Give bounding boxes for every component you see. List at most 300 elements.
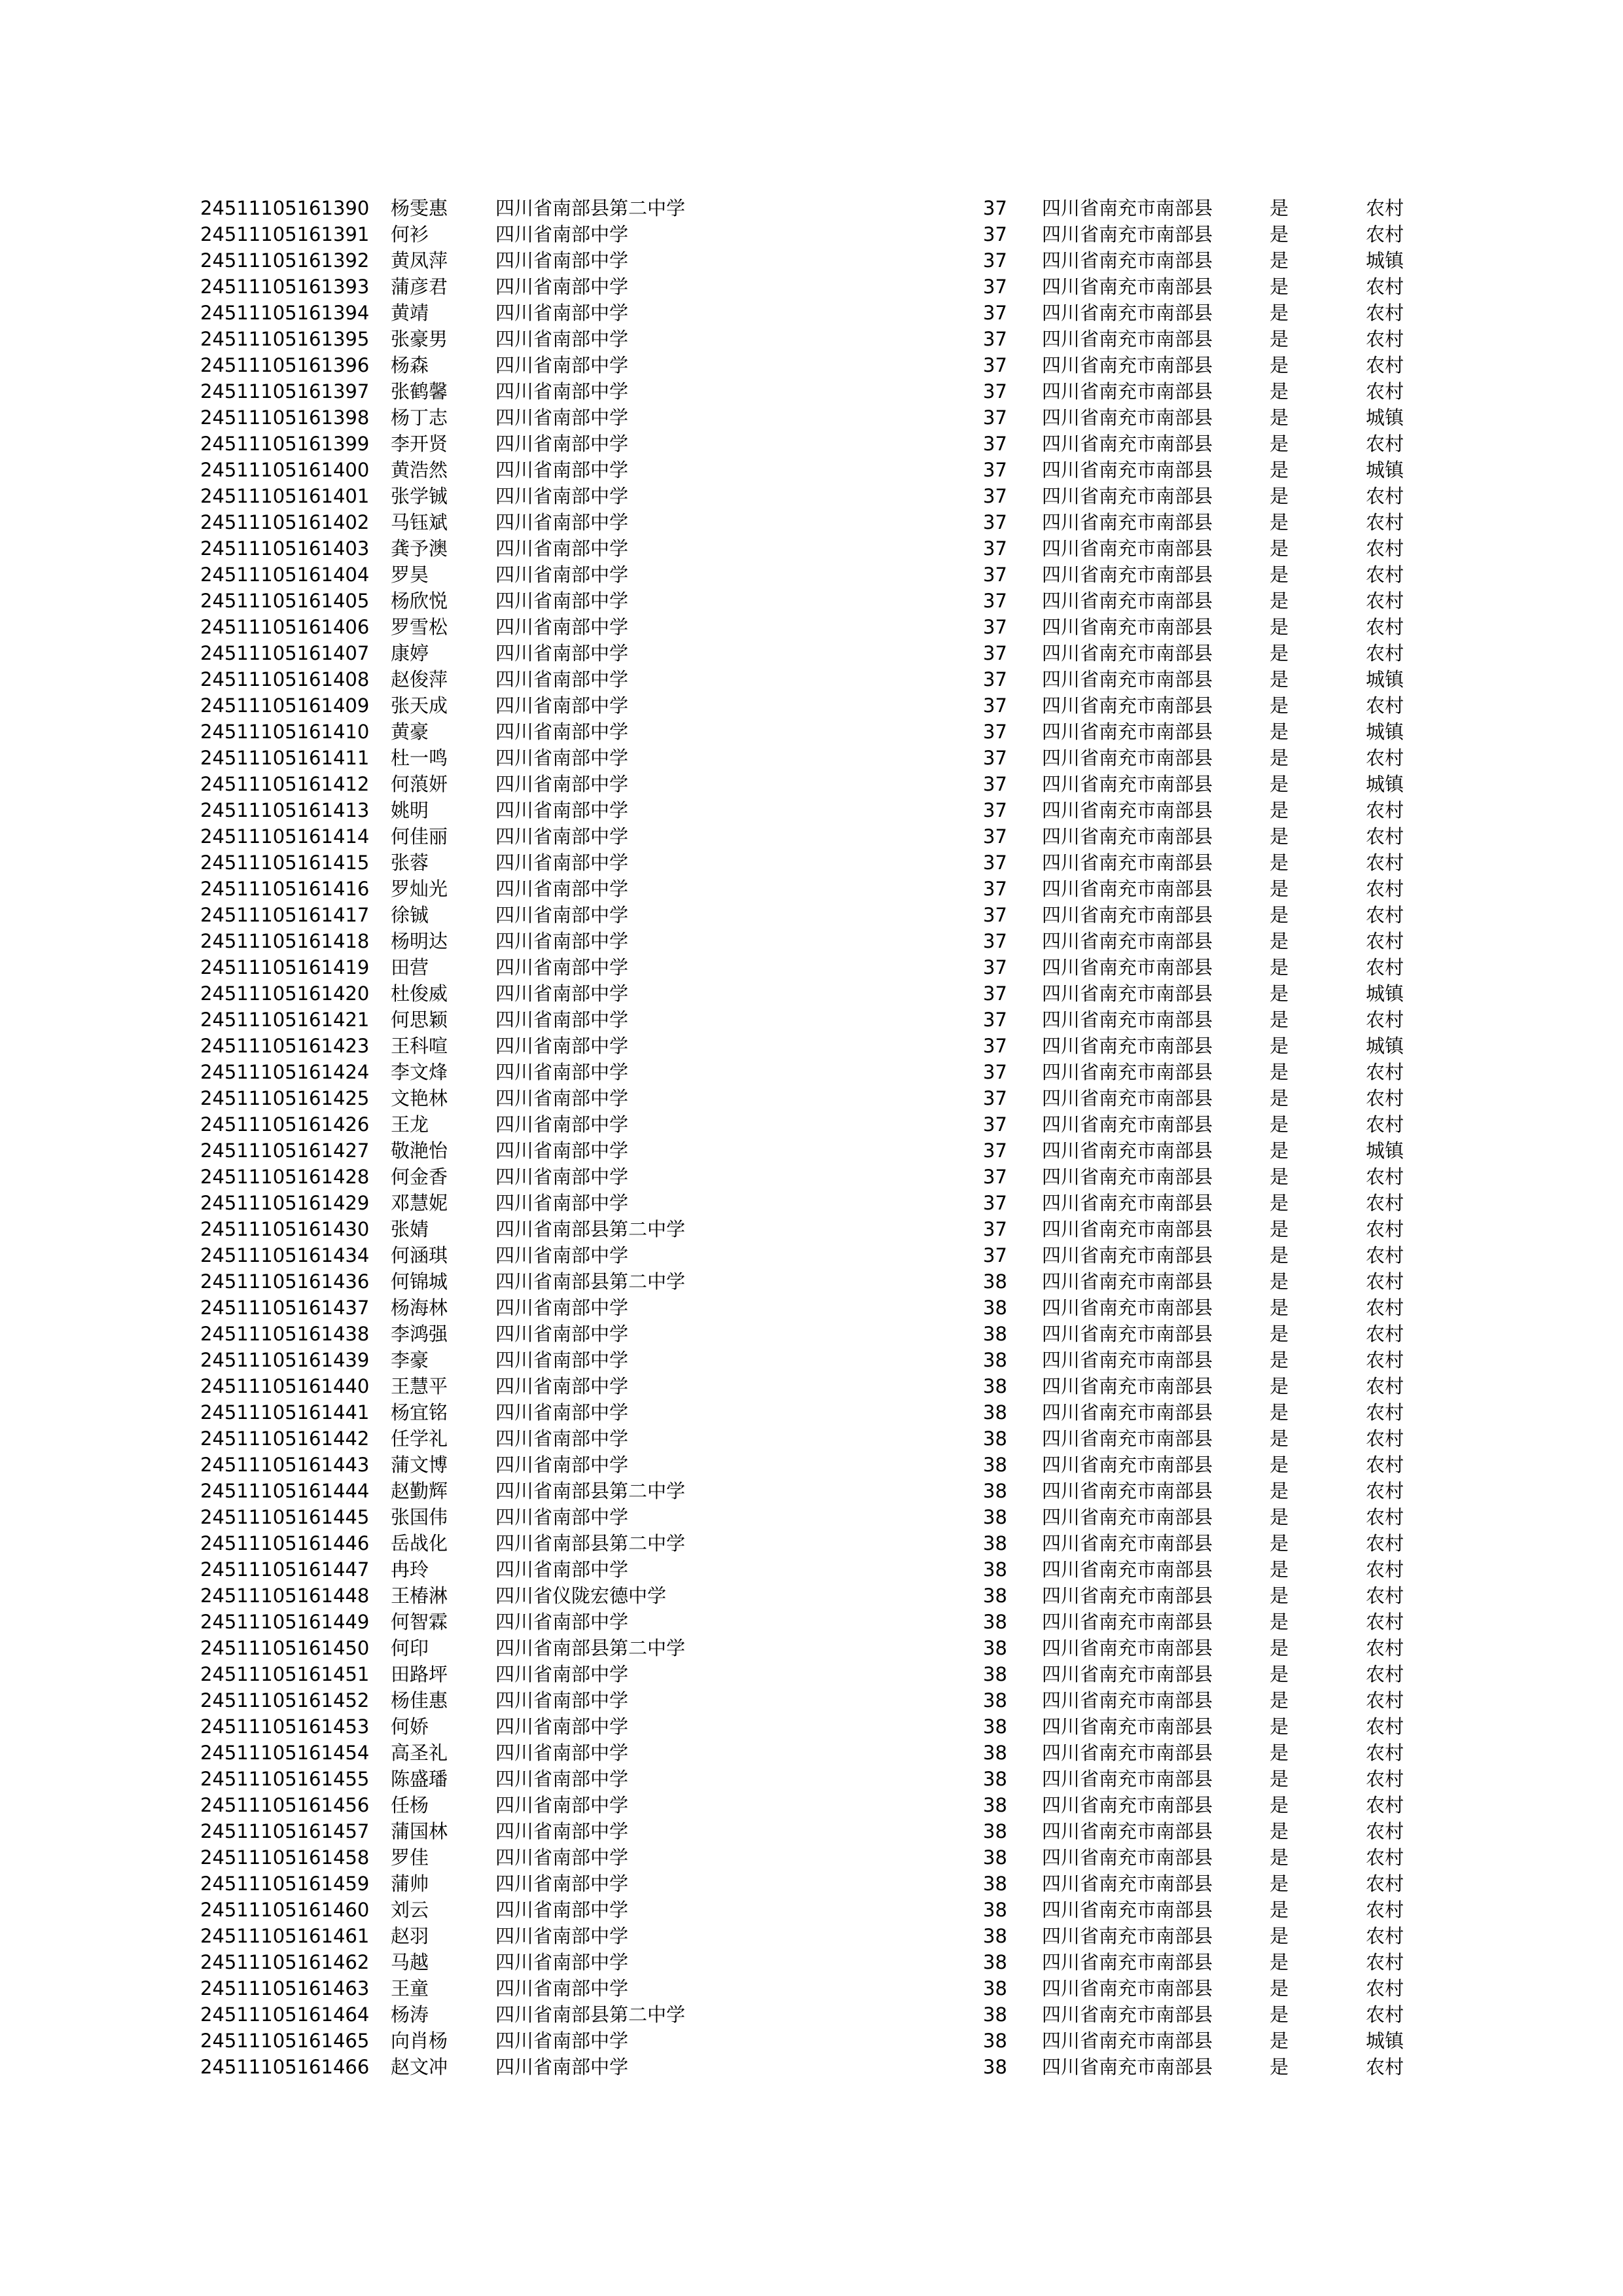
residence-type-cell: 城镇 [1366,668,1404,691]
residence-type-cell: 农村 [1366,1349,1404,1371]
student-name-cell: 蒲文博 [391,1454,448,1476]
residence-type-cell: 城镇 [1366,982,1404,1005]
student-name-cell: 何佳丽 [391,825,448,848]
score-cell: 38 [983,1270,1007,1293]
school-name-cell: 四川省南部中学 [495,930,629,952]
household-region-cell: 四川省南充市南部县 [1042,380,1213,403]
score-cell: 37 [983,380,1007,403]
student-name-cell: 蒲彦君 [391,276,448,298]
candidate-id-cell: 24511105161466 [200,2056,370,2078]
score-cell: 37 [983,1218,1007,1240]
residence-type-cell: 农村 [1366,1506,1404,1528]
household-region-cell: 四川省南充市南部县 [1042,904,1213,926]
residence-type-cell: 城镇 [1366,406,1404,429]
student-name-cell: 张蓉 [391,852,429,874]
candidate-id-cell: 24511105161407 [200,642,370,664]
household-region-cell: 四川省南充市南部县 [1042,564,1213,586]
residence-type-cell: 城镇 [1366,773,1404,795]
school-name-cell: 四川省南部中学 [495,328,629,350]
score-cell: 38 [983,1663,1007,1685]
student-name-cell: 马钰斌 [391,511,448,533]
residence-type-cell: 农村 [1366,1454,1404,1476]
score-cell: 37 [983,1113,1007,1136]
table-row [0,588,1623,614]
school-name-cell: 四川省南部中学 [495,773,629,795]
eligible-flag-cell: 是 [1270,2030,1289,2052]
student-name-cell: 岳战化 [391,1532,448,1554]
score-cell: 38 [983,1427,1007,1450]
household-region-cell: 四川省南充市南部县 [1042,1349,1213,1371]
student-name-cell: 张豪男 [391,328,448,350]
student-name-cell: 杨海林 [391,1297,448,1319]
school-name-cell: 四川省南部中学 [495,721,629,743]
table-row [0,1949,1623,1975]
residence-type-cell: 农村 [1366,1742,1404,1764]
school-name-cell: 四川省南部中学 [495,249,629,272]
student-name-cell: 赵文冲 [391,2056,448,2078]
table-row [0,1007,1623,1033]
candidate-id-cell: 24511105161440 [200,1375,370,1397]
household-region-cell: 四川省南充市南部县 [1042,2003,1213,2026]
table-row [0,1583,1623,1609]
school-name-cell: 四川省南部中学 [495,1951,629,1973]
household-region-cell: 四川省南充市南部县 [1042,642,1213,664]
household-region-cell: 四川省南充市南部县 [1042,1454,1213,1476]
residence-type-cell: 农村 [1366,1480,1404,1502]
eligible-flag-cell: 是 [1270,930,1289,952]
school-name-cell: 四川省南部中学 [495,1977,629,2000]
candidate-id-cell: 24511105161465 [200,2030,370,2052]
residence-type-cell: 农村 [1366,1270,1404,1293]
candidate-id-cell: 24511105161414 [200,825,370,848]
score-cell: 38 [983,1846,1007,1869]
table-row [0,2028,1623,2054]
residence-type-cell: 农村 [1366,380,1404,403]
household-region-cell: 四川省南充市南部县 [1042,1715,1213,1738]
residence-type-cell: 农村 [1366,1768,1404,1790]
residence-type-cell: 农村 [1366,354,1404,376]
eligible-flag-cell: 是 [1270,721,1289,743]
score-cell: 37 [983,930,1007,952]
score-cell: 38 [983,1480,1007,1502]
residence-type-cell: 农村 [1366,223,1404,245]
eligible-flag-cell: 是 [1270,354,1289,376]
school-name-cell: 四川省南部中学 [495,302,629,324]
score-cell: 37 [983,459,1007,481]
table-row [0,431,1623,457]
score-cell: 37 [983,511,1007,533]
eligible-flag-cell: 是 [1270,406,1289,429]
candidate-id-cell: 24511105161451 [200,1663,370,1685]
eligible-flag-cell: 是 [1270,1637,1289,1659]
table-row [0,823,1623,850]
table-row [0,1661,1623,1687]
student-name-cell: 罗灿光 [391,878,448,900]
table-row [0,1138,1623,1164]
score-cell: 38 [983,1585,1007,1607]
score-cell: 37 [983,1192,1007,1214]
student-name-cell: 何娇 [391,1715,429,1738]
eligible-flag-cell: 是 [1270,1009,1289,1031]
student-name-cell: 赵勤辉 [391,1480,448,1502]
candidate-id-cell: 24511105161446 [200,1532,370,1554]
candidate-id-cell: 24511105161430 [200,1218,370,1240]
student-name-cell: 康婷 [391,642,429,664]
candidate-id-cell: 24511105161413 [200,799,370,821]
household-region-cell: 四川省南充市南部县 [1042,825,1213,848]
residence-type-cell: 农村 [1366,511,1404,533]
residence-type-cell: 农村 [1366,1323,1404,1345]
school-name-cell: 四川省南部中学 [495,1427,629,1450]
score-cell: 38 [983,1899,1007,1921]
school-name-cell: 四川省南部中学 [495,642,629,664]
eligible-flag-cell: 是 [1270,1218,1289,1240]
score-cell: 37 [983,956,1007,978]
residence-type-cell: 农村 [1366,1951,1404,1973]
score-cell: 38 [983,2056,1007,2078]
score-cell: 38 [983,1715,1007,1738]
student-name-cell: 罗昊 [391,564,429,586]
school-name-cell: 四川省南部中学 [495,878,629,900]
student-name-cell: 刘云 [391,1899,429,1921]
household-region-cell: 四川省南充市南部县 [1042,1637,1213,1659]
eligible-flag-cell: 是 [1270,1689,1289,1712]
table-row [0,1504,1623,1530]
candidate-id-cell: 24511105161424 [200,1061,370,1083]
table-row [0,378,1623,404]
score-cell: 37 [983,590,1007,612]
eligible-flag-cell: 是 [1270,1113,1289,1136]
score-cell: 37 [983,276,1007,298]
candidate-id-cell: 24511105161447 [200,1558,370,1581]
residence-type-cell: 农村 [1366,616,1404,638]
score-cell: 37 [983,537,1007,560]
residence-type-cell: 农村 [1366,1192,1404,1214]
household-region-cell: 四川省南充市南部县 [1042,1820,1213,1842]
student-name-cell: 杨丁志 [391,406,448,429]
table-row [0,1033,1623,1059]
eligible-flag-cell: 是 [1270,459,1289,481]
school-name-cell: 四川省南部中学 [495,1401,629,1424]
school-name-cell: 四川省南部中学 [495,1323,629,1345]
school-name-cell: 四川省南部县第二中学 [495,197,686,219]
student-name-cell: 何智霖 [391,1611,448,1633]
score-cell: 38 [983,1297,1007,1319]
score-cell: 37 [983,878,1007,900]
residence-type-cell: 农村 [1366,1009,1404,1031]
table-row [0,1713,1623,1740]
residence-type-cell: 农村 [1366,328,1404,350]
score-cell: 37 [983,799,1007,821]
residence-type-cell: 农村 [1366,564,1404,586]
school-name-cell: 四川省南部县第二中学 [495,1532,686,1554]
candidate-id-cell: 24511105161421 [200,1009,370,1031]
eligible-flag-cell: 是 [1270,904,1289,926]
residence-type-cell: 农村 [1366,1820,1404,1842]
table-row [0,1452,1623,1478]
student-name-cell: 任学礼 [391,1427,448,1450]
student-name-cell: 李文烽 [391,1061,448,1083]
school-name-cell: 四川省南部县第二中学 [495,1218,686,1240]
table-row [0,509,1623,535]
eligible-flag-cell: 是 [1270,1087,1289,1109]
table-row [0,1609,1623,1635]
candidate-id-cell: 24511105161400 [200,459,370,481]
table-row [0,640,1623,666]
school-name-cell: 四川省南部中学 [495,590,629,612]
candidate-id-cell: 24511105161390 [200,197,370,219]
school-name-cell: 四川省仪陇宏德中学 [495,1585,667,1607]
residence-type-cell: 城镇 [1366,1035,1404,1057]
candidate-id-cell: 24511105161428 [200,1166,370,1188]
candidate-id-cell: 24511105161411 [200,747,370,769]
table-row [0,850,1623,876]
eligible-flag-cell: 是 [1270,1585,1289,1607]
household-region-cell: 四川省南充市南部县 [1042,328,1213,350]
school-name-cell: 四川省南部中学 [495,825,629,848]
household-region-cell: 四川省南充市南部县 [1042,1977,1213,2000]
score-cell: 37 [983,747,1007,769]
table-row [0,1059,1623,1085]
score-cell: 38 [983,1611,1007,1633]
student-name-cell: 黄浩然 [391,459,448,481]
residence-type-cell: 农村 [1366,1611,1404,1633]
residence-type-cell: 农村 [1366,302,1404,324]
household-region-cell: 四川省南充市南部县 [1042,1846,1213,1869]
household-region-cell: 四川省南充市南部县 [1042,1873,1213,1895]
residence-type-cell: 农村 [1366,1873,1404,1895]
household-region-cell: 四川省南充市南部县 [1042,590,1213,612]
candidate-id-cell: 24511105161442 [200,1427,370,1450]
candidate-id-cell: 24511105161406 [200,616,370,638]
score-cell: 38 [983,1558,1007,1581]
score-cell: 37 [983,223,1007,245]
school-name-cell: 四川省南部中学 [495,459,629,481]
eligible-flag-cell: 是 [1270,1192,1289,1214]
candidate-id-cell: 24511105161409 [200,694,370,717]
eligible-flag-cell: 是 [1270,1663,1289,1685]
score-cell: 37 [983,354,1007,376]
score-cell: 37 [983,433,1007,455]
school-name-cell: 四川省南部中学 [495,1689,629,1712]
candidate-id-cell: 24511105161426 [200,1113,370,1136]
eligible-flag-cell: 是 [1270,1715,1289,1738]
eligible-flag-cell: 是 [1270,1061,1289,1083]
residence-type-cell: 农村 [1366,276,1404,298]
eligible-flag-cell: 是 [1270,878,1289,900]
household-region-cell: 四川省南充市南部县 [1042,1925,1213,1947]
score-cell: 37 [983,564,1007,586]
candidate-id-cell: 24511105161393 [200,276,370,298]
residence-type-cell: 农村 [1366,904,1404,926]
residence-type-cell: 农村 [1366,642,1404,664]
candidate-id-cell: 24511105161452 [200,1689,370,1712]
household-region-cell: 四川省南充市南部县 [1042,1270,1213,1293]
school-name-cell: 四川省南部中学 [495,406,629,429]
score-cell: 38 [983,1637,1007,1659]
candidate-id-cell: 24511105161403 [200,537,370,560]
score-cell: 38 [983,1454,1007,1476]
student-name-cell: 高圣礼 [391,1742,448,1764]
candidate-id-cell: 24511105161391 [200,223,370,245]
household-region-cell: 四川省南充市南部县 [1042,406,1213,429]
residence-type-cell: 农村 [1366,694,1404,717]
school-name-cell: 四川省南部中学 [495,276,629,298]
table-row [0,247,1623,274]
table-row [0,457,1623,483]
student-name-cell: 杨涛 [391,2003,429,2026]
student-name-cell: 王椿淋 [391,1585,448,1607]
eligible-flag-cell: 是 [1270,1401,1289,1424]
score-cell: 38 [983,1506,1007,1528]
data-table [0,195,1623,2080]
student-name-cell: 何涵琪 [391,1244,448,1266]
score-cell: 37 [983,1035,1007,1057]
household-region-cell: 四川省南充市南部县 [1042,956,1213,978]
student-name-cell: 王慧平 [391,1375,448,1397]
school-name-cell: 四川省南部中学 [495,1742,629,1764]
eligible-flag-cell: 是 [1270,511,1289,533]
candidate-id-cell: 24511105161454 [200,1742,370,1764]
school-name-cell: 四川省南部中学 [495,1820,629,1842]
household-region-cell: 四川省南充市南部县 [1042,747,1213,769]
candidate-id-cell: 24511105161398 [200,406,370,429]
table-row [0,1687,1623,1713]
student-name-cell: 王科喧 [391,1035,448,1057]
residence-type-cell: 农村 [1366,1532,1404,1554]
school-name-cell: 四川省南部中学 [495,1506,629,1528]
candidate-id-cell: 24511105161456 [200,1794,370,1816]
score-cell: 37 [983,982,1007,1005]
household-region-cell: 四川省南充市南部县 [1042,2030,1213,2052]
household-region-cell: 四川省南充市南部县 [1042,459,1213,481]
residence-type-cell: 农村 [1366,2003,1404,2026]
school-name-cell: 四川省南部县第二中学 [495,1637,686,1659]
student-name-cell: 姚明 [391,799,429,821]
school-name-cell: 四川省南部中学 [495,1873,629,1895]
eligible-flag-cell: 是 [1270,799,1289,821]
student-name-cell: 王龙 [391,1113,429,1136]
candidate-id-cell: 24511105161394 [200,302,370,324]
table-row [0,1975,1623,2001]
table-row [0,954,1623,980]
table-row [0,2054,1623,2080]
eligible-flag-cell: 是 [1270,1506,1289,1528]
eligible-flag-cell: 是 [1270,1166,1289,1188]
household-region-cell: 四川省南充市南部县 [1042,878,1213,900]
school-name-cell: 四川省南部中学 [495,1454,629,1476]
candidate-id-cell: 24511105161415 [200,852,370,874]
household-region-cell: 四川省南充市南部县 [1042,197,1213,219]
school-name-cell: 四川省南部中学 [495,616,629,638]
student-name-cell: 王童 [391,1977,429,2000]
student-name-cell: 龚予澳 [391,537,448,560]
student-name-cell: 何金香 [391,1166,448,1188]
score-cell: 37 [983,1244,1007,1266]
residence-type-cell: 农村 [1366,852,1404,874]
score-cell: 37 [983,616,1007,638]
table-row [0,1844,1623,1871]
candidate-id-cell: 24511105161418 [200,930,370,952]
candidate-id-cell: 24511105161392 [200,249,370,272]
school-name-cell: 四川省南部中学 [495,511,629,533]
eligible-flag-cell: 是 [1270,1820,1289,1842]
school-name-cell: 四川省南部中学 [495,380,629,403]
eligible-flag-cell: 是 [1270,1742,1289,1764]
residence-type-cell: 农村 [1366,1166,1404,1188]
student-name-cell: 马越 [391,1951,429,1973]
residence-type-cell: 农村 [1366,1637,1404,1659]
household-region-cell: 四川省南充市南部县 [1042,1009,1213,1031]
score-cell: 37 [983,302,1007,324]
candidate-id-cell: 24511105161434 [200,1244,370,1266]
student-name-cell: 杨佳惠 [391,1689,448,1712]
candidate-id-cell: 24511105161439 [200,1349,370,1371]
residence-type-cell: 农村 [1366,1794,1404,1816]
table-row [0,1111,1623,1138]
candidate-id-cell: 24511105161453 [200,1715,370,1738]
residence-type-cell: 农村 [1366,1113,1404,1136]
student-name-cell: 何印 [391,1637,429,1659]
household-region-cell: 四川省南充市南部县 [1042,223,1213,245]
candidate-id-cell: 24511105161464 [200,2003,370,2026]
school-name-cell: 四川省南部县第二中学 [495,2003,686,2026]
student-name-cell: 杜一鸣 [391,747,448,769]
household-region-cell: 四川省南充市南部县 [1042,511,1213,533]
table-row [0,1399,1623,1426]
score-cell: 38 [983,1349,1007,1371]
household-region-cell: 四川省南充市南部县 [1042,1558,1213,1581]
household-region-cell: 四川省南充市南部县 [1042,773,1213,795]
residence-type-cell: 城镇 [1366,721,1404,743]
household-region-cell: 四川省南充市南部县 [1042,1899,1213,1921]
score-cell: 38 [983,1689,1007,1712]
household-region-cell: 四川省南充市南部县 [1042,1192,1213,1214]
student-name-cell: 杨欣悦 [391,590,448,612]
residence-type-cell: 农村 [1366,1977,1404,2000]
household-region-cell: 四川省南充市南部县 [1042,2056,1213,2078]
table-row [0,1818,1623,1844]
candidate-id-cell: 24511105161404 [200,564,370,586]
residence-type-cell: 农村 [1366,878,1404,900]
eligible-flag-cell: 是 [1270,1427,1289,1450]
household-region-cell: 四川省南充市南部县 [1042,354,1213,376]
table-row [0,745,1623,771]
table-row [0,876,1623,902]
school-name-cell: 四川省南部中学 [495,852,629,874]
household-region-cell: 四川省南充市南部县 [1042,1139,1213,1162]
eligible-flag-cell: 是 [1270,1270,1289,1293]
student-name-cell: 杨雯惠 [391,197,448,219]
student-name-cell: 敬滟怡 [391,1139,448,1162]
eligible-flag-cell: 是 [1270,773,1289,795]
score-cell: 37 [983,1061,1007,1083]
table-row [0,404,1623,431]
eligible-flag-cell: 是 [1270,1532,1289,1554]
school-name-cell: 四川省南部中学 [495,1794,629,1816]
student-name-cell: 徐铖 [391,904,429,926]
eligible-flag-cell: 是 [1270,1977,1289,2000]
household-region-cell: 四川省南充市南部县 [1042,1742,1213,1764]
candidate-id-cell: 24511105161461 [200,1925,370,1947]
school-name-cell: 四川省南部中学 [495,1061,629,1083]
household-region-cell: 四川省南充市南部县 [1042,1375,1213,1397]
residence-type-cell: 农村 [1366,747,1404,769]
eligible-flag-cell: 是 [1270,223,1289,245]
eligible-flag-cell: 是 [1270,825,1289,848]
student-name-cell: 李开贤 [391,433,448,455]
table-row [0,1530,1623,1556]
